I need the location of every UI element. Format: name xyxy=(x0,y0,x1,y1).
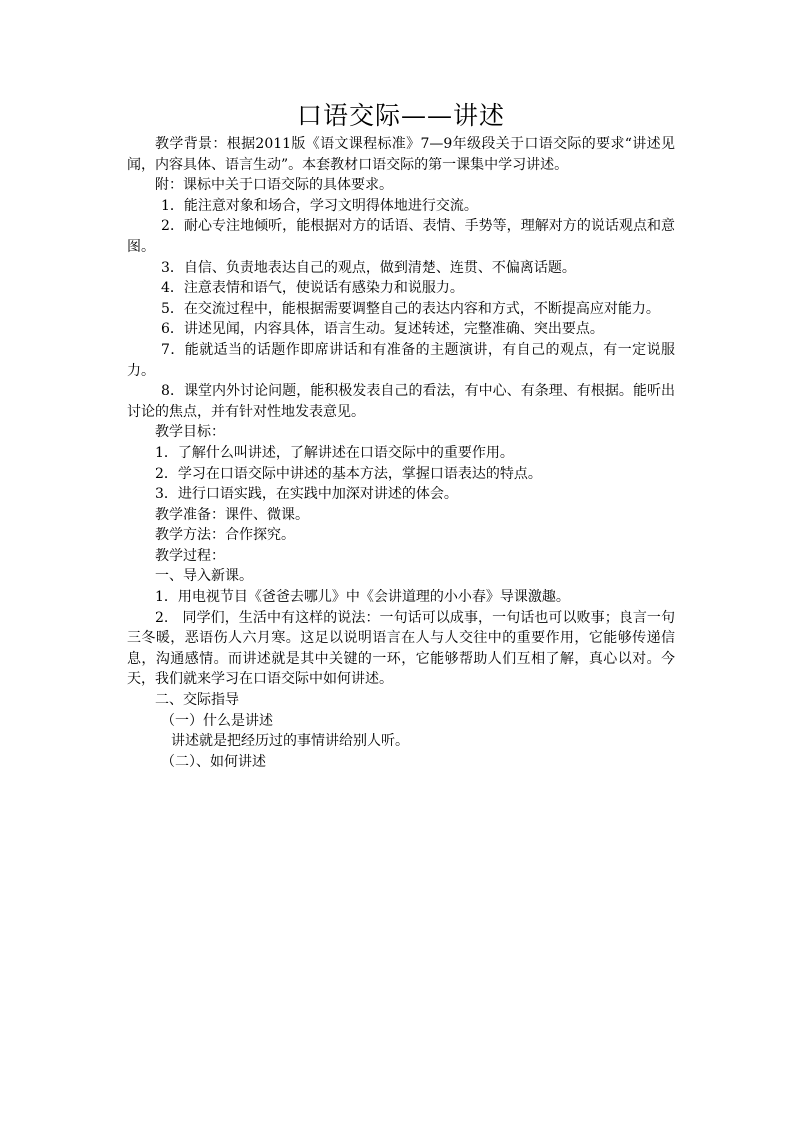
teaching-background: 教学背景：根据2011版《语文课程标准》7—9年级段关于口语交际的要求“讲述见闻，内容具体、语言生动”。本套教材口语交际的第一课集中学习讲述。 xyxy=(127,136,675,173)
goal-item: 1．了解什么叫讲述，了解讲述在口语交际中的重要作用。 xyxy=(155,444,514,461)
teaching-preparation: 教学准备：课件、微课。 xyxy=(155,506,309,523)
requirement-item: 5．在交流过程中，能根据需要调整自己的表达内容和方式，不断提高应对能力。 xyxy=(161,300,660,317)
subsection-text-what: 讲述就是把经历过的事情讲给别人听。 xyxy=(171,733,409,750)
goals-heading: 教学目标： xyxy=(155,424,225,441)
requirement-item: 1．能注意对象和场合，学习文明得体地进行交流。 xyxy=(161,197,478,214)
document-page xyxy=(127,100,675,772)
teaching-method: 教学方法：合作探究。 xyxy=(155,527,295,544)
requirement-item: 4．注意表情和语气，使说话有感染力和说服力。 xyxy=(161,280,464,297)
requirement-item: 7．能就适当的话题作即席讲话和有准备的主题演讲，有自己的观点，有一定说服力。 xyxy=(127,341,675,379)
requirement-item: 2．耐心专注地倾听，能根据对方的话语、表情、手势等，理解对方的说话观点和意图。 xyxy=(127,218,675,255)
goal-item: 3．进行口语实践，在实践中加深对讲述的体会。 xyxy=(155,486,458,503)
requirement-item: 3．自信、负责地表达自己的观点，做到清楚、连贯、不偏离话题。 xyxy=(161,259,576,276)
goal-item: 2．学习在口语交际中讲述的基本方法，掌握口语表达的特点。 xyxy=(155,465,542,482)
requirement-item: 6．讲述见闻，内容具体，语言生动。复述转述，完整准确、突出要点。 xyxy=(161,321,604,338)
section-heading-intro: 一、导入新课。 xyxy=(155,568,253,585)
intro-item-2: 2. 同学们，生活中有这样的说法：一句话可以成事，一句话也可以败事；良言一句三冬暖，恶语伤人六月寒。这足以说明语言在人与人交往中的重要作用，它能够传递信息，沟通感情。而讲述就是其中关键的一环，它能够帮助人们互相了解，真心以对。今天，我们就来学习在口语交际中如何讲述。 xyxy=(127,609,675,688)
requirement-item: 8．课堂内外讨论问题，能积极发表自己的看法，有中心、有条理、有根据。能听出讨论的焦点，并有针对性地发表意见。 xyxy=(127,383,675,420)
process-heading: 教学过程： xyxy=(155,547,225,564)
document-title: 口语交际——讲述 xyxy=(296,101,505,130)
appendix-heading: 附：课标中关于口语交际的具体要求。 xyxy=(155,177,393,194)
subsection-heading-how: （二）、如何讲述 xyxy=(161,753,266,770)
subsection-heading-what: （一）什么是讲述 xyxy=(161,712,273,729)
section-heading-guidance: 二、交际指导 xyxy=(155,692,239,709)
intro-item-1: 1．用电视节目《爸爸去哪儿》中《会讲道理的小小春》导课激趣。 xyxy=(155,589,570,606)
